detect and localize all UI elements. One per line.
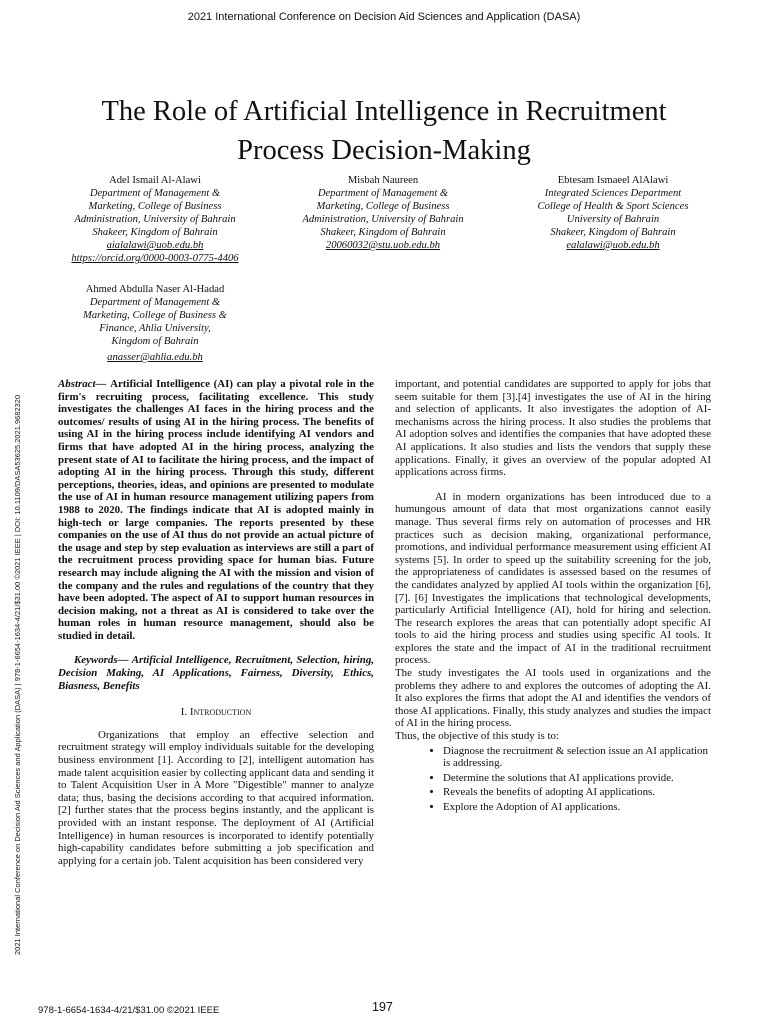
objectives-list	[395, 745, 711, 814]
author-affiliation: Shakeer, Kingdom of Bahrain	[550, 227, 676, 238]
author-email[interactable]: anasser@ahlia.edu.bh	[107, 352, 203, 363]
author-affiliation: Administration, University of Bahrain	[302, 214, 464, 225]
author-affiliation: Shakeer, Kingdom of Bahrain	[320, 227, 446, 238]
author-name: Ahmed Abdulla Naser Al-Hadad	[85, 284, 225, 295]
right-column	[395, 378, 711, 816]
author-affiliation: Department of Management &	[317, 188, 449, 199]
body-paragraph: AI in modern organizations has been introduced due to a humungous amount of data that most organizations cannot easily manage. Thus several firms rely on automation of processes and HR practices such as decision making, organizational performance, promotions, and individual performance measurement using efficient AI systems [5]. In order to speed up the suitability screening for the job, the appropriateness of candidates is assessed based on the resumes of the candidates analyzed by applied AI tools within the organization [6], [7]. [6] Investigates the implications that technological developments, particularly Artificial Intelligence (AI), hold for hiring and selection. The research explores the areas that can potentially adopt specific AI tools to aid the hiring process and studies using specific AI tools. It explores the state and the impact of AI in the traditional recruitment process.	[395, 490, 711, 667]
author-affiliation: Shakeer, Kingdom of Bahrain	[92, 227, 218, 238]
running-header: 2021 International Conference on Decision Aid Sciences and Application (DASA)	[187, 11, 581, 23]
footer-copyright: 978-1-6654-1634-4/21/$31.00 ©2021 IEEE	[38, 1005, 220, 1016]
author-email[interactable]: 20060032@stu.uob.edu.bh	[325, 240, 441, 251]
list-item: • Diagnose the recruitment & selection issue an AI application is addressing.	[443, 745, 711, 770]
page-number: 197	[372, 1000, 393, 1014]
author-name: Ebtesam Ismaeel AlAlawi	[557, 175, 669, 186]
author-block-1	[40, 174, 270, 265]
keywords-label: Keywords—	[74, 654, 129, 667]
author-email[interactable]: ealalawi@uob.edu.bh	[566, 240, 660, 251]
author-block-3	[498, 174, 728, 252]
author-affiliation: Marketing, College of Business	[88, 201, 222, 212]
abstract	[58, 378, 374, 642]
author-block-2	[268, 174, 498, 252]
section-heading: I. Introduction	[180, 706, 252, 719]
author-orcid-link[interactable]: https://orcid.org/0000-0003-0775-4406	[71, 253, 239, 264]
author-affiliation: Kingdom of Bahrain	[111, 336, 199, 347]
list-item: • Reveals the benefits of adopting AI applications.	[443, 786, 711, 799]
author-affiliation: Department of Management &	[89, 188, 221, 199]
keywords-text: Artificial Intelligence, Recruitment, Selection, hiring, Decision Making, AI Applications, Fairness, Diversity, Ethics, Biasness, Benefits	[58, 654, 374, 692]
list-item: • Explore the Adoption of AI applications.	[443, 801, 711, 814]
list-item: • Determine the solutions that AI applications provide.	[443, 772, 711, 785]
author-affiliation: Finance, Ahlia University,	[99, 323, 211, 334]
body-paragraph: Thus, the objective of this study is to:	[395, 730, 559, 743]
author-affiliation: Integrated Sciences Department	[544, 188, 682, 199]
author-affiliation: Marketing, College of Business &	[83, 310, 227, 321]
author-affiliation: Marketing, College of Business	[316, 201, 450, 212]
author-name: Misbah Naureen	[347, 175, 419, 186]
body-paragraph: important, and potential candidates are supported to apply for jobs that seem suitable for them [3].[4] investigates the use of AI in the hiring and selection of applicants. It also investigates the adoption of AI- mechanisms across the hiring process. It also studies the problems that AI adoption solves and identifies the companies that have adopted these AI applications. It also studies and lists the vendors that supply these applications. Finally, it gives an overview of the popular adopted AI applications across firms.	[395, 378, 711, 479]
sidebar-citation: 2021 International Conference on Decision Aid Sciences and Application (DASA) | 978-1-6654-1634-4/21/$31.00 ©2021 IEEE | DOI: 10.1109/DASA53625.2021.9682320	[13, 394, 22, 955]
body-paragraph: The study investigates the AI tools used in organizations and the problems they adhere to and explores the outcomes of adopting the AI. It also explores the firms that adopt the AI and identifies the vendors of those AI applications. Finally, this study analyzes and studies the impact of AI in the hiring process.	[395, 667, 711, 730]
paper-title	[60, 92, 708, 170]
author-name: Adel Ismail Al-Alawi	[109, 175, 201, 186]
intro-paragraph: Organizations that employ an effective selection and recruitment strategy will employ individuals suitable for the developing business environment [1]. According to [2], intelligent automation has made talent acquisition easier by collecting applicant data and sending it to Talent Acquisition User in A More "Digestible" manner to analyze data; thus, basing the decisions according to that acquired information. [2] further states that the process begins instantly, and the applicant is provided with an instant response. The deployment of AI (Artificial Intelligence) in human resources is incorporated to identify potentially high-capability candidates before submitting a job specification and applying for a certain job. Talent acquisition has been considered very	[58, 728, 374, 867]
author-block-4	[40, 283, 270, 364]
author-affiliation: College of Health & Sport Sciences	[537, 201, 689, 212]
abstract-label: Abstract—	[58, 378, 107, 390]
author-email[interactable]: aialalawi@uob.edu.bh	[106, 240, 204, 251]
author-affiliation: University of Bahrain	[566, 214, 660, 225]
title-line-1: The Role of Artificial Intelligence in Recruitment	[101, 96, 667, 127]
keywords	[58, 654, 374, 692]
title-line-2: Process Decision-Making	[237, 135, 531, 166]
abstract-text: Artificial Intelligence (AI) can play a pivotal role in the firm's recruiting process, facilitating excellence. This study investigates the challenges AI faces in the hiring process and the outcomes/ results of using AI in the hiring process. The benefits of using AI in the hiring process include identifying AI vendors and firms that have adopted AI in the hiring process, analyzing the present state of AI to facilitate the hiring process, and the impact of adopting AI in the hiring process. Through this study, different perceptions, theories, ideas, and opinions are presented to modulate the use of AI in human resource management utilizing papers from 1988 to 2020. The findings indicate that AI is adopted mainly in high-tech or large companies. The reports presented by these companies on the use of AI thus do not provide an actual picture of the usage and step by step evaluation as interviews are still a part of the recruitment process providing space for human bias. Future research may include aligning the AI with the mission and vision of the company and the rules and regulations of the country that they have been adopted. The aspect of AI to support human resources in decision making, not a threat as AI is considered to take over the human roles in human resource management, should also be studied in detail.	[58, 378, 374, 642]
author-affiliation: Department of Management &	[89, 297, 221, 308]
left-column	[58, 378, 374, 867]
author-affiliation: Administration, University of Bahrain	[74, 214, 236, 225]
